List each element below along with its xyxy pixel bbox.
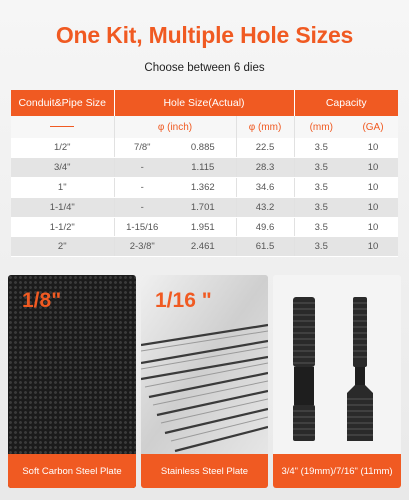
cell-frac: - (114, 178, 170, 198)
cell-inch: 1.701 (170, 197, 236, 217)
cell-cap-mm: 3.5 (294, 158, 348, 178)
header-conduit: Conduit&Pipe Size (11, 90, 114, 116)
cell-ga: 10 (348, 138, 398, 158)
cell-cap-mm: 3.5 (294, 138, 348, 158)
header-capacity: Capacity (294, 90, 398, 116)
cell-inch: 1.951 (170, 217, 236, 237)
hole-size-table (11, 90, 398, 257)
cell-inch: 2.461 (170, 237, 236, 257)
cell-inch: 0.885 (170, 138, 236, 158)
cell-frac: 7/8" (114, 138, 170, 158)
table-row (11, 178, 398, 198)
panel-caption: Stainless Steel Plate (141, 454, 268, 488)
table-row (11, 197, 398, 217)
cell-conduit: 1/2" (11, 138, 114, 158)
header-hole-size: Hole Size(Actual) (114, 90, 294, 116)
table-row (11, 158, 398, 178)
page-subtitle: Choose between 6 dies (144, 62, 265, 74)
subheader-cap-mm: (mm) (294, 116, 348, 138)
cell-mm: 61.5 (236, 237, 294, 257)
cell-mm: 43.2 (236, 197, 294, 217)
thickness-label: 1/16 " (155, 289, 212, 312)
panel-caption: Soft Carbon Steel Plate (8, 454, 136, 488)
cell-cap-mm: 3.5 (294, 217, 348, 237)
page-title: One Kit, Multiple Hole Sizes (55, 22, 354, 48)
cell-ga: 10 (348, 158, 398, 178)
cell-mm: 22.5 (236, 138, 294, 158)
cell-ga: 10 (348, 217, 398, 237)
cell-conduit: 1-1/2" (11, 217, 114, 237)
cell-conduit: 1" (11, 178, 114, 198)
cell-mm: 49.6 (236, 217, 294, 237)
cell-ga: 10 (348, 178, 398, 198)
draw-stud-image (273, 275, 401, 454)
cell-cap-mm: 3.5 (294, 237, 348, 257)
cell-cap-mm: 3.5 (294, 178, 348, 198)
cell-inch: 1.115 (170, 158, 236, 178)
stainless-steel-panel (141, 275, 268, 488)
cell-frac: 2-3/8" (114, 237, 170, 257)
cell-conduit: 3/4" (11, 158, 114, 178)
thickness-label: 1/8" (22, 289, 62, 312)
panel-caption: 3/4" (19mm)/7/16" (11mm) (273, 454, 401, 488)
cell-frac: - (114, 197, 170, 217)
cell-ga: 10 (348, 237, 398, 257)
carbon-steel-panel (8, 275, 136, 488)
cell-conduit: 1-1/4" (11, 197, 114, 217)
subheader-cap-ga: (GA) (348, 116, 398, 138)
cell-cap-mm: 3.5 (294, 197, 348, 217)
cell-ga: 10 (348, 197, 398, 217)
cell-frac: 1-15/16 (114, 217, 170, 237)
subheader-inch: φ (inch) (114, 116, 236, 138)
cell-inch: 1.362 (170, 178, 236, 198)
cell-frac: - (114, 158, 170, 178)
cell-mm: 28.3 (236, 158, 294, 178)
table-row (11, 138, 398, 158)
subheader-dash (11, 116, 114, 138)
cell-conduit: 2" (11, 237, 114, 257)
subheader-mm: φ (mm) (236, 116, 294, 138)
draw-stud-panel (273, 275, 401, 488)
table-row (11, 237, 398, 257)
table-row (11, 217, 398, 237)
cell-mm: 34.6 (236, 178, 294, 198)
